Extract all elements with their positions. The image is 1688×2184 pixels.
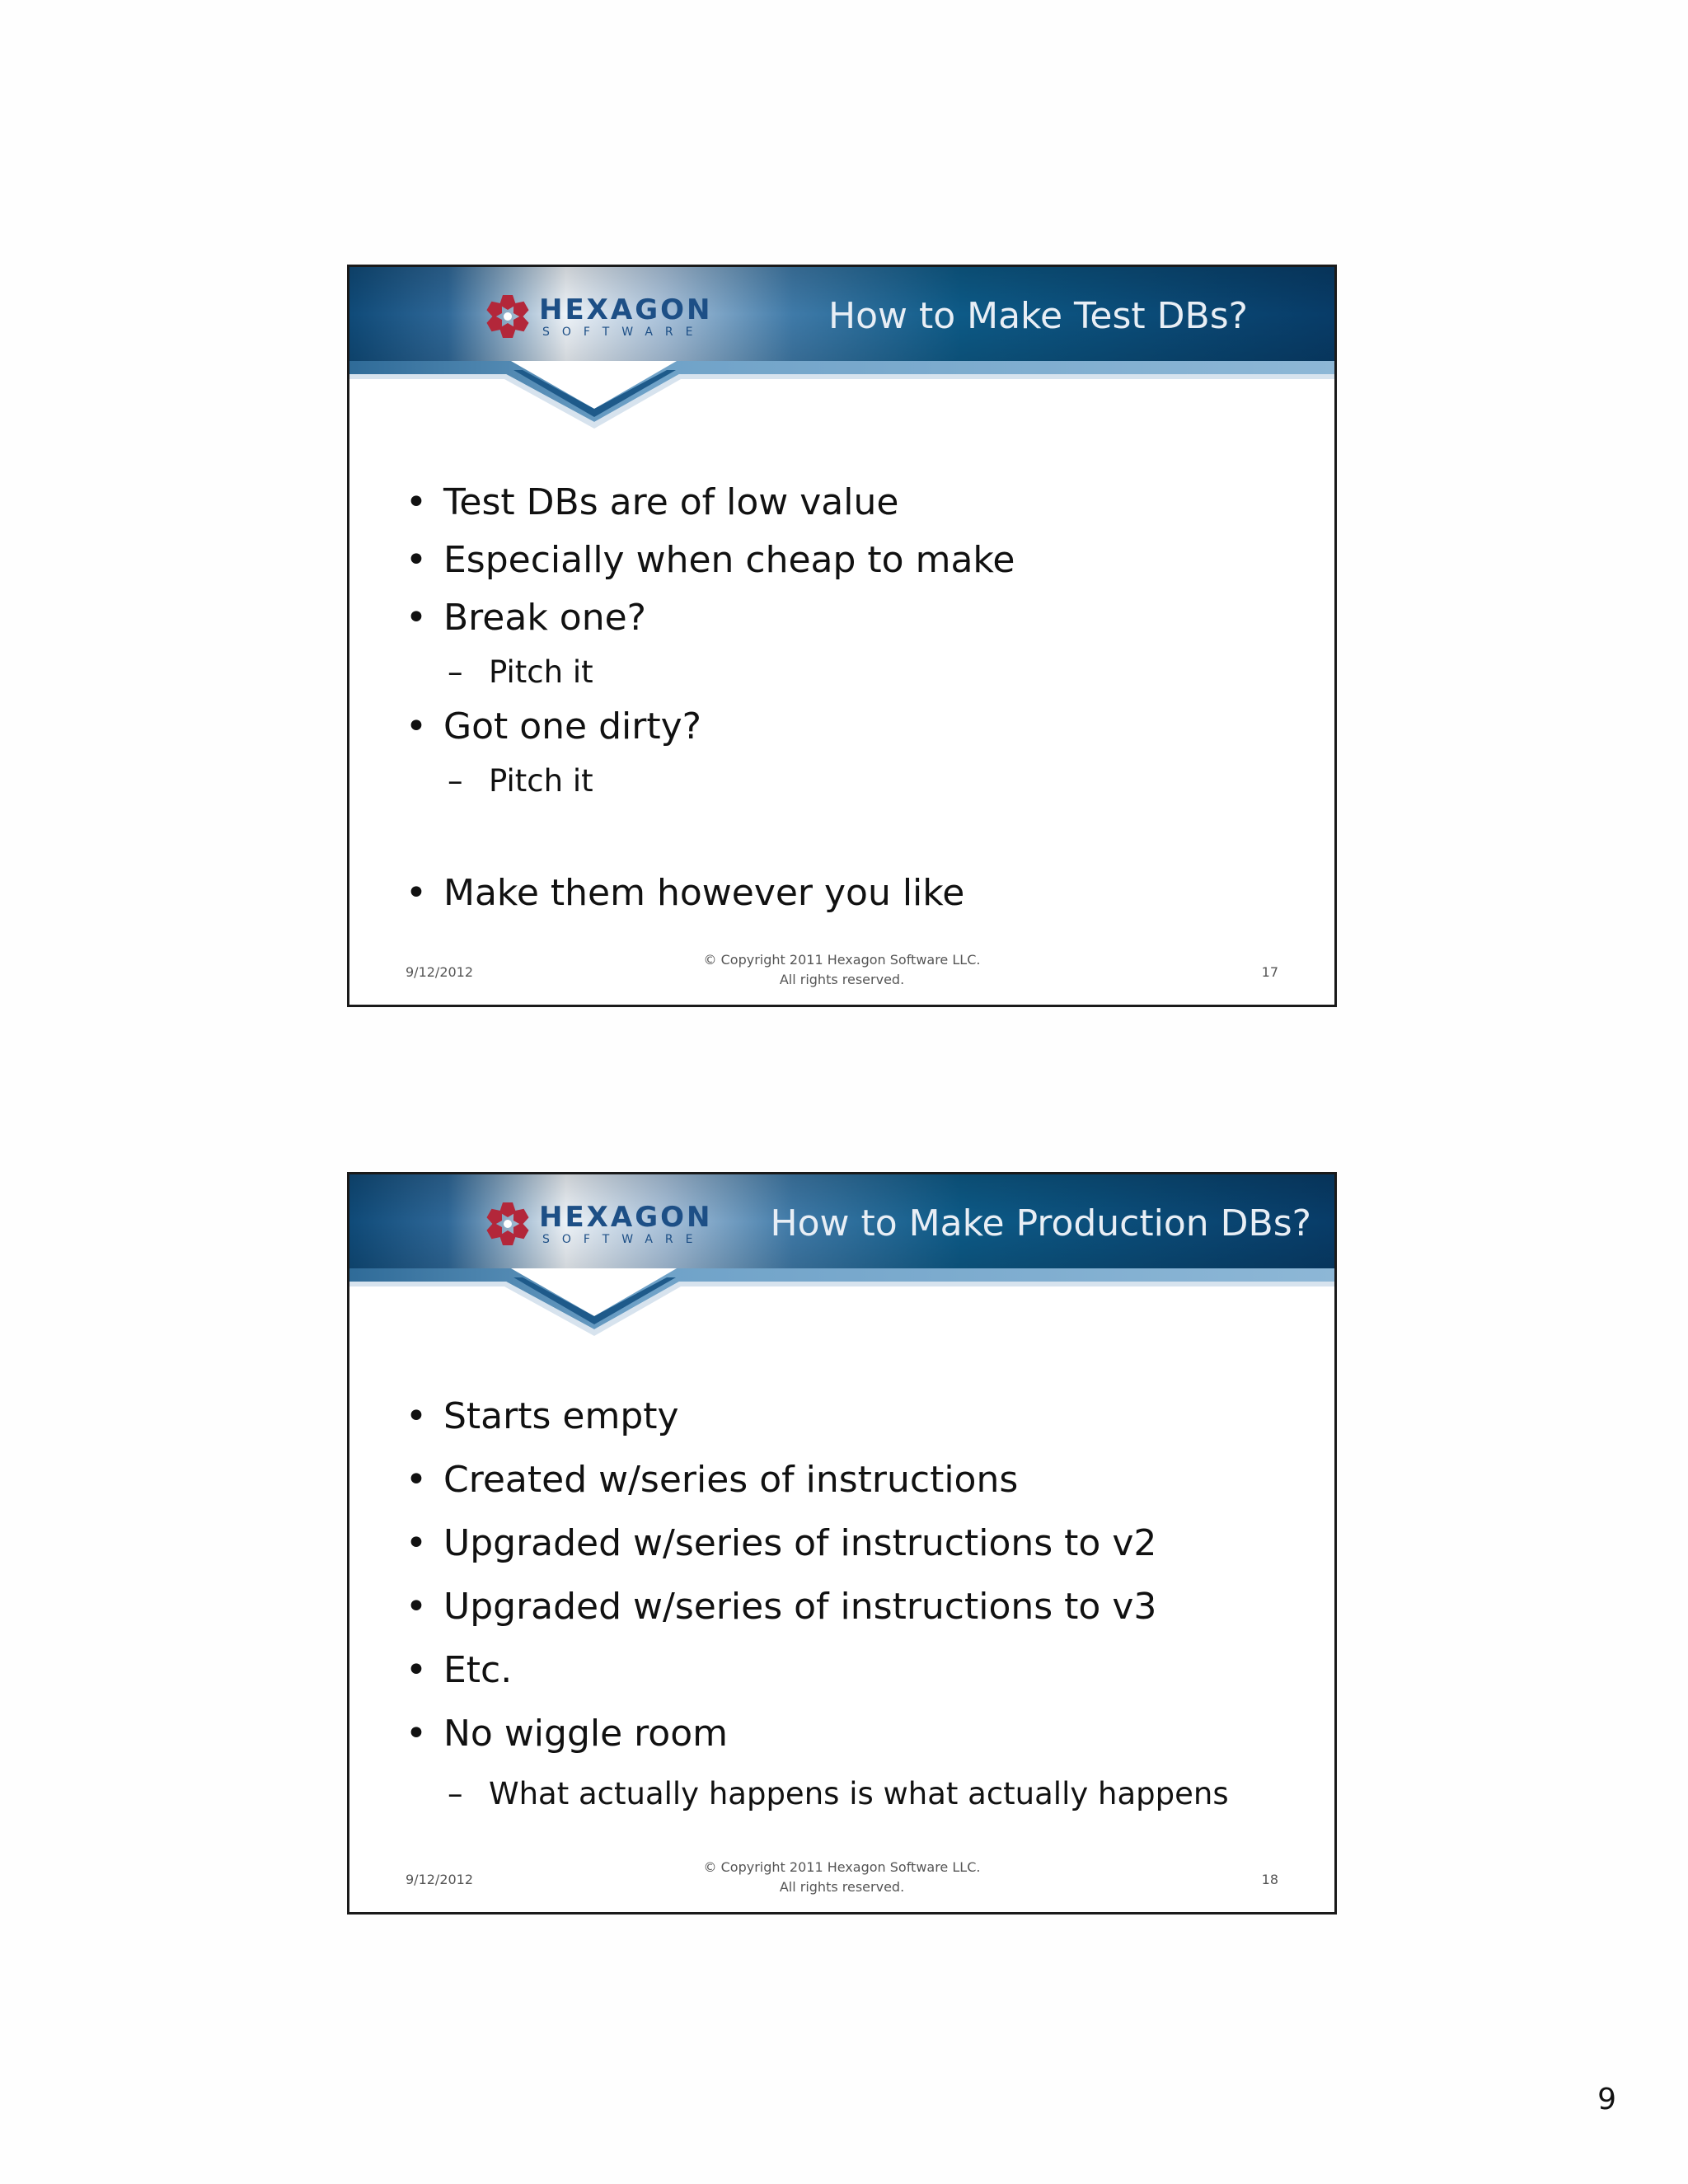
spacer — [402, 807, 1301, 865]
copyright-line: All rights reserved. — [779, 972, 905, 987]
logo-subtitle: SOFTWARE — [542, 1232, 706, 1246]
dash-marker: – — [448, 1776, 463, 1811]
slide-18 — [347, 1172, 1337, 1915]
copyright-line: All rights reserved. — [779, 1879, 905, 1895]
sub-bullet-item — [402, 756, 1301, 807]
bullet-item: • Break one? — [402, 589, 1301, 647]
slide-17 — [347, 265, 1337, 1007]
footer-date: 9/12/2012 — [406, 964, 474, 980]
bullet-item: • Upgraded w/series of instructions to v2 — [402, 1511, 1301, 1575]
dash-marker: – — [448, 654, 463, 690]
sub-bullet-text: Pitch it — [489, 654, 593, 690]
bullet-item: • Especially when cheap to make — [402, 532, 1301, 589]
copyright-line: © Copyright 2011 Hexagon Software LLC. — [703, 1859, 981, 1875]
footer-copyright — [349, 1858, 1334, 1897]
slide-number: 17 — [1261, 964, 1278, 980]
bullet-item: • Etc. — [402, 1638, 1301, 1702]
footer-copyright — [349, 950, 1334, 990]
bullet-item: • Created w/series of instructions — [402, 1448, 1301, 1511]
bullet-item: • Starts empty — [402, 1385, 1301, 1448]
footer-date: 9/12/2012 — [406, 1872, 474, 1887]
logo-subtitle: SOFTWARE — [542, 325, 706, 339]
hexagon-logo — [483, 287, 712, 346]
sub-bullet-item — [402, 1765, 1301, 1823]
bullet-list — [402, 474, 1301, 922]
sub-bullet-text: What actually happens is what actually happens — [489, 1776, 1229, 1811]
bullet-item: • Test DBs are of low value — [402, 474, 1301, 532]
slide-number: 18 — [1261, 1872, 1278, 1887]
logo-wordmark: HEXAGON — [539, 1200, 713, 1234]
slide-title: How to Make Production DBs? — [770, 1202, 1311, 1244]
bullet-list — [402, 1385, 1301, 1823]
bullet-item: • Upgraded w/series of instructions to v3 — [402, 1575, 1301, 1638]
sub-bullet-item — [402, 647, 1301, 698]
hexagon-flower-icon — [483, 292, 532, 341]
page-number: 9 — [1597, 2083, 1616, 2116]
bullet-item: • No wiggle room — [402, 1702, 1301, 1765]
hexagon-flower-icon — [483, 1199, 532, 1249]
copyright-line: © Copyright 2011 Hexagon Software LLC. — [703, 952, 981, 968]
bullet-item: • Got one dirty? — [402, 698, 1301, 756]
hexagon-logo — [483, 1194, 712, 1254]
logo-wordmark: HEXAGON — [539, 293, 713, 326]
dash-marker: – — [448, 763, 463, 799]
bullet-item: • Make them however you like — [402, 865, 1301, 922]
slide-title: How to Make Test DBs? — [828, 295, 1248, 337]
sub-bullet-text: Pitch it — [489, 763, 593, 799]
